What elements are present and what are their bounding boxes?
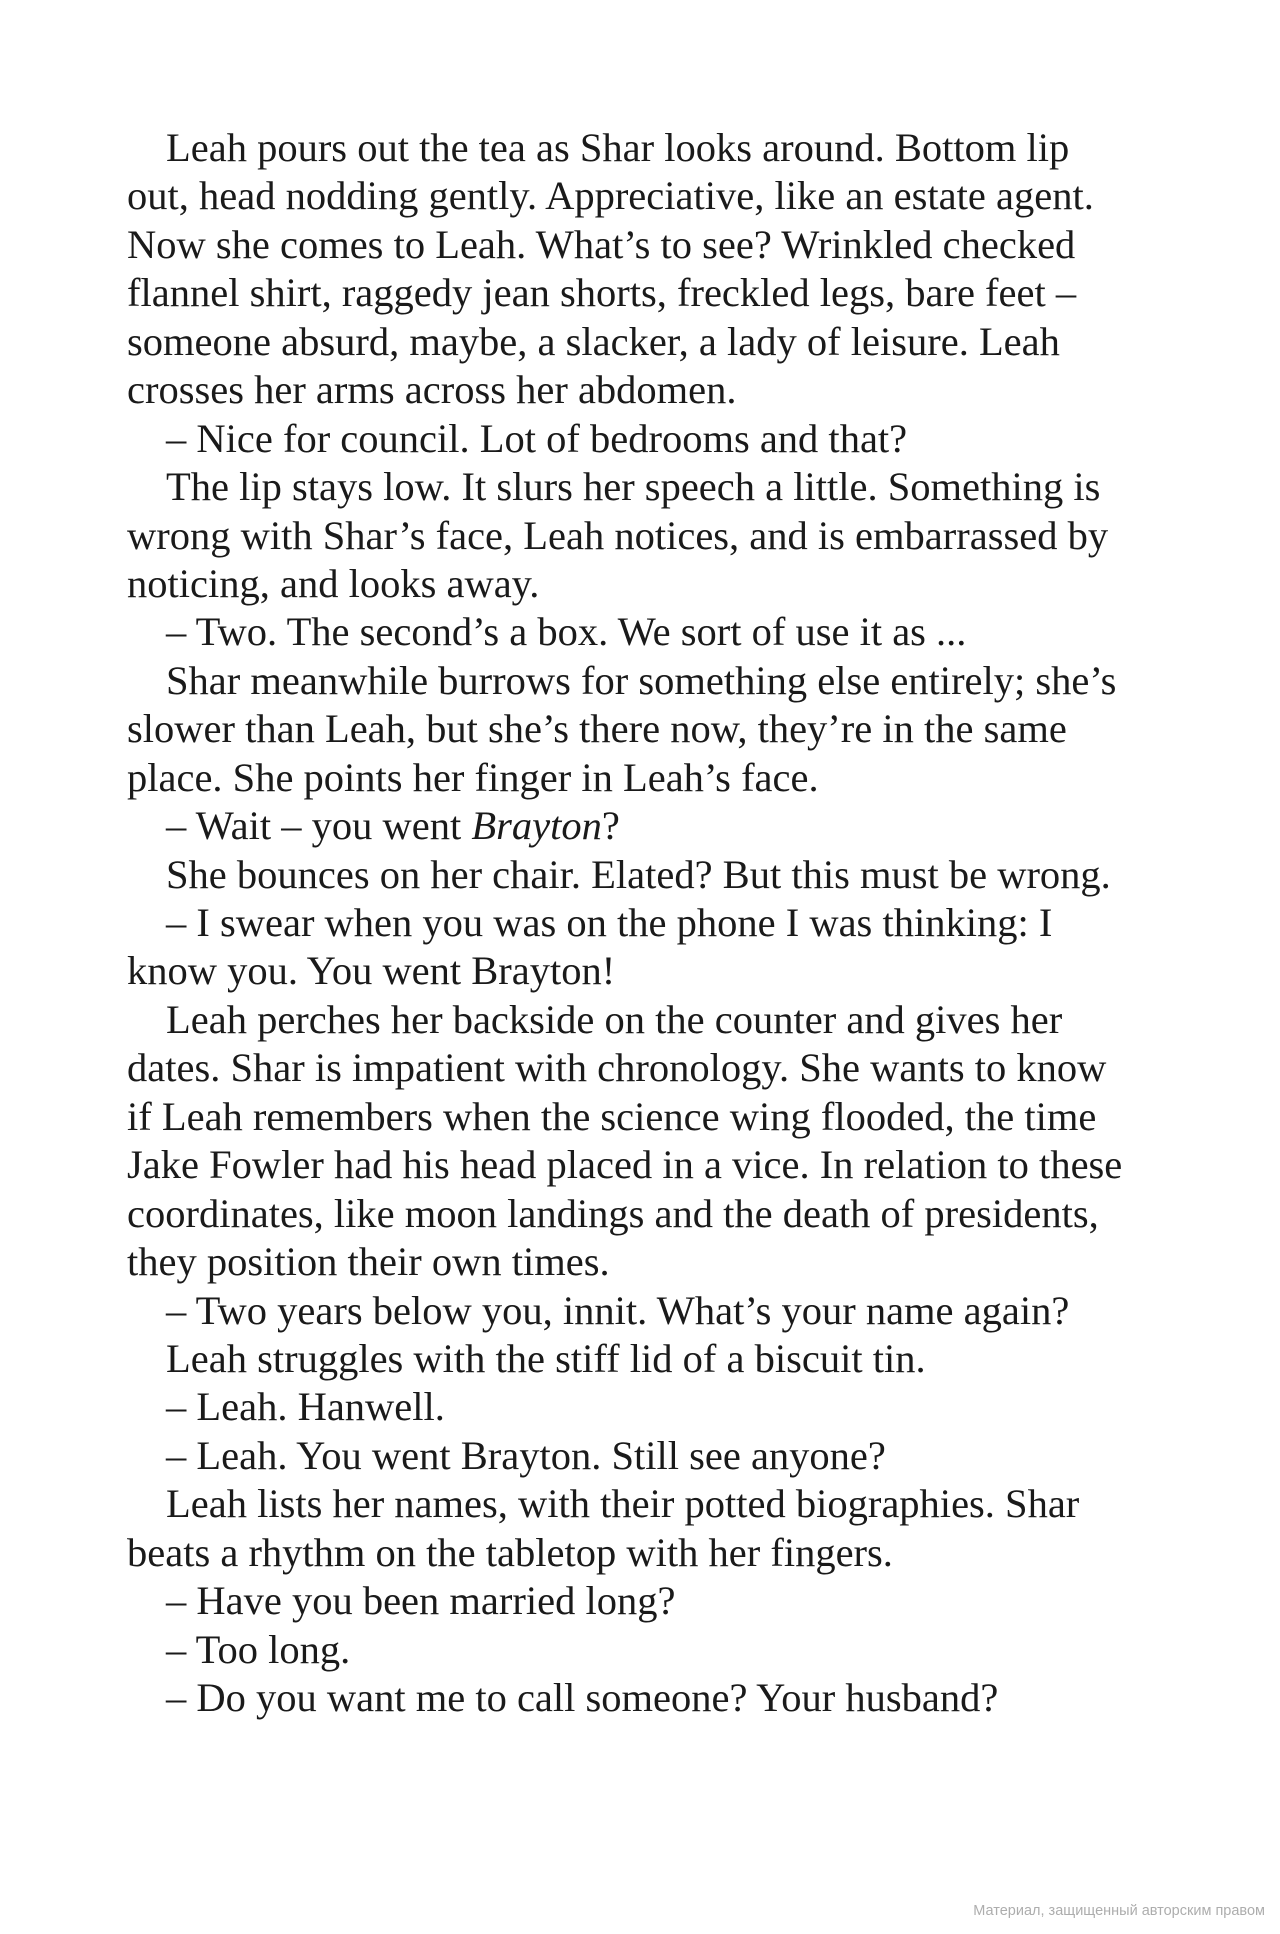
dialogue-line: – Do you want me to call someone? Your husband? — [166, 1675, 999, 1720]
paragraph — [127, 463, 1247, 608]
text-segment: – Wait – you went — [166, 803, 472, 849]
dialogue-line: – I swear when you was on the phone I was thinking: I — [166, 900, 1053, 945]
text-line: wrong with Shar’s face, Leah notices, and is embarrassed by — [127, 512, 1109, 558]
text-line: out, head nodding gently. Appreciative, like an estate agent. — [127, 173, 1094, 219]
copyright-watermark: Материал, защищенный авторским правом — [973, 1903, 1265, 1919]
text-line: if Leah remembers when the science wing flooded, the time — [127, 1093, 1097, 1139]
text-line: Leah perches her backside on the counter and gives her — [166, 996, 1063, 1042]
dialogue-line — [127, 802, 1247, 850]
dialogue-line: – Nice for council. Lot of bedrooms and that? — [166, 415, 908, 461]
dialogue-line: – Too long. — [166, 1626, 351, 1672]
paragraph — [127, 1383, 1247, 1431]
paragraph — [127, 657, 1247, 802]
text-line: Now she comes to Leah. What’s to see? Wrinkled checked — [127, 221, 1076, 267]
text-line: She bounces on her chair. Elated? But this must be wrong. — [166, 851, 1111, 897]
text-line: they position their own times. — [127, 1239, 610, 1285]
paragraph — [127, 415, 1247, 463]
paragraph — [127, 1287, 1247, 1335]
dialogue-line: know you. You went Brayton! — [127, 948, 616, 994]
paragraph — [127, 1577, 1247, 1625]
body-text — [127, 124, 1247, 1722]
paragraph — [127, 608, 1247, 656]
italic-place-name: Brayton — [471, 803, 602, 849]
dialogue-line: – Two years below you, innit. What’s your name again? — [166, 1287, 1070, 1333]
paragraph — [127, 1626, 1247, 1674]
text-segment: ? — [601, 803, 620, 849]
dialogue-line: – Leah. You went Brayton. Still see anyone? — [166, 1432, 886, 1478]
text-line: crosses her arms across her abdomen. — [127, 367, 737, 413]
paragraph — [127, 802, 1247, 850]
dialogue-line: – Leah. Hanwell. — [166, 1384, 445, 1430]
text-line: flannel shirt, raggedy jean shorts, freckled legs, bare feet – — [127, 270, 1077, 316]
dialogue-line: – Two. The second’s a box. We sort of use it as ... — [166, 609, 967, 655]
text-line: slower than Leah, but she’s there now, they’re in the same — [127, 706, 1067, 752]
text-line: coordinates, like moon landings and the death of presidents, — [127, 1190, 1099, 1236]
text-line: dates. Shar is impatient with chronology. She wants to know — [127, 1045, 1107, 1091]
paragraph — [127, 1335, 1247, 1383]
text-line: Leah struggles with the stiff lid of a biscuit tin. — [166, 1335, 926, 1381]
text-line: Leah lists her names, with their potted biographies. Shar — [166, 1481, 1080, 1527]
text-line: someone absurd, maybe, a slacker, a lady of leisure. Leah — [127, 318, 1060, 364]
paragraph — [127, 1432, 1247, 1480]
paragraph — [127, 1480, 1247, 1577]
text-line: noticing, and looks away. — [127, 560, 540, 606]
paragraph — [127, 899, 1247, 996]
dialogue-line: – Have you been married long? — [166, 1578, 676, 1624]
text-line: Shar meanwhile burrows for something else entirely; she’s — [166, 657, 1117, 703]
text-line: place. She points her finger in Leah’s face. — [127, 754, 819, 800]
text-line: Jake Fowler had his head placed in a vice. In relation to these — [127, 1142, 1123, 1188]
paragraph — [127, 996, 1247, 1287]
paragraph — [127, 124, 1247, 415]
text-line: The lip stays low. It slurs her speech a little. Something is — [166, 464, 1101, 510]
paragraph — [127, 851, 1247, 899]
text-line: Leah pours out the tea as Shar looks around. Bottom lip — [166, 125, 1070, 170]
paragraph — [127, 1674, 1247, 1722]
text-line: beats a rhythm on the tabletop with her fingers. — [127, 1529, 893, 1575]
